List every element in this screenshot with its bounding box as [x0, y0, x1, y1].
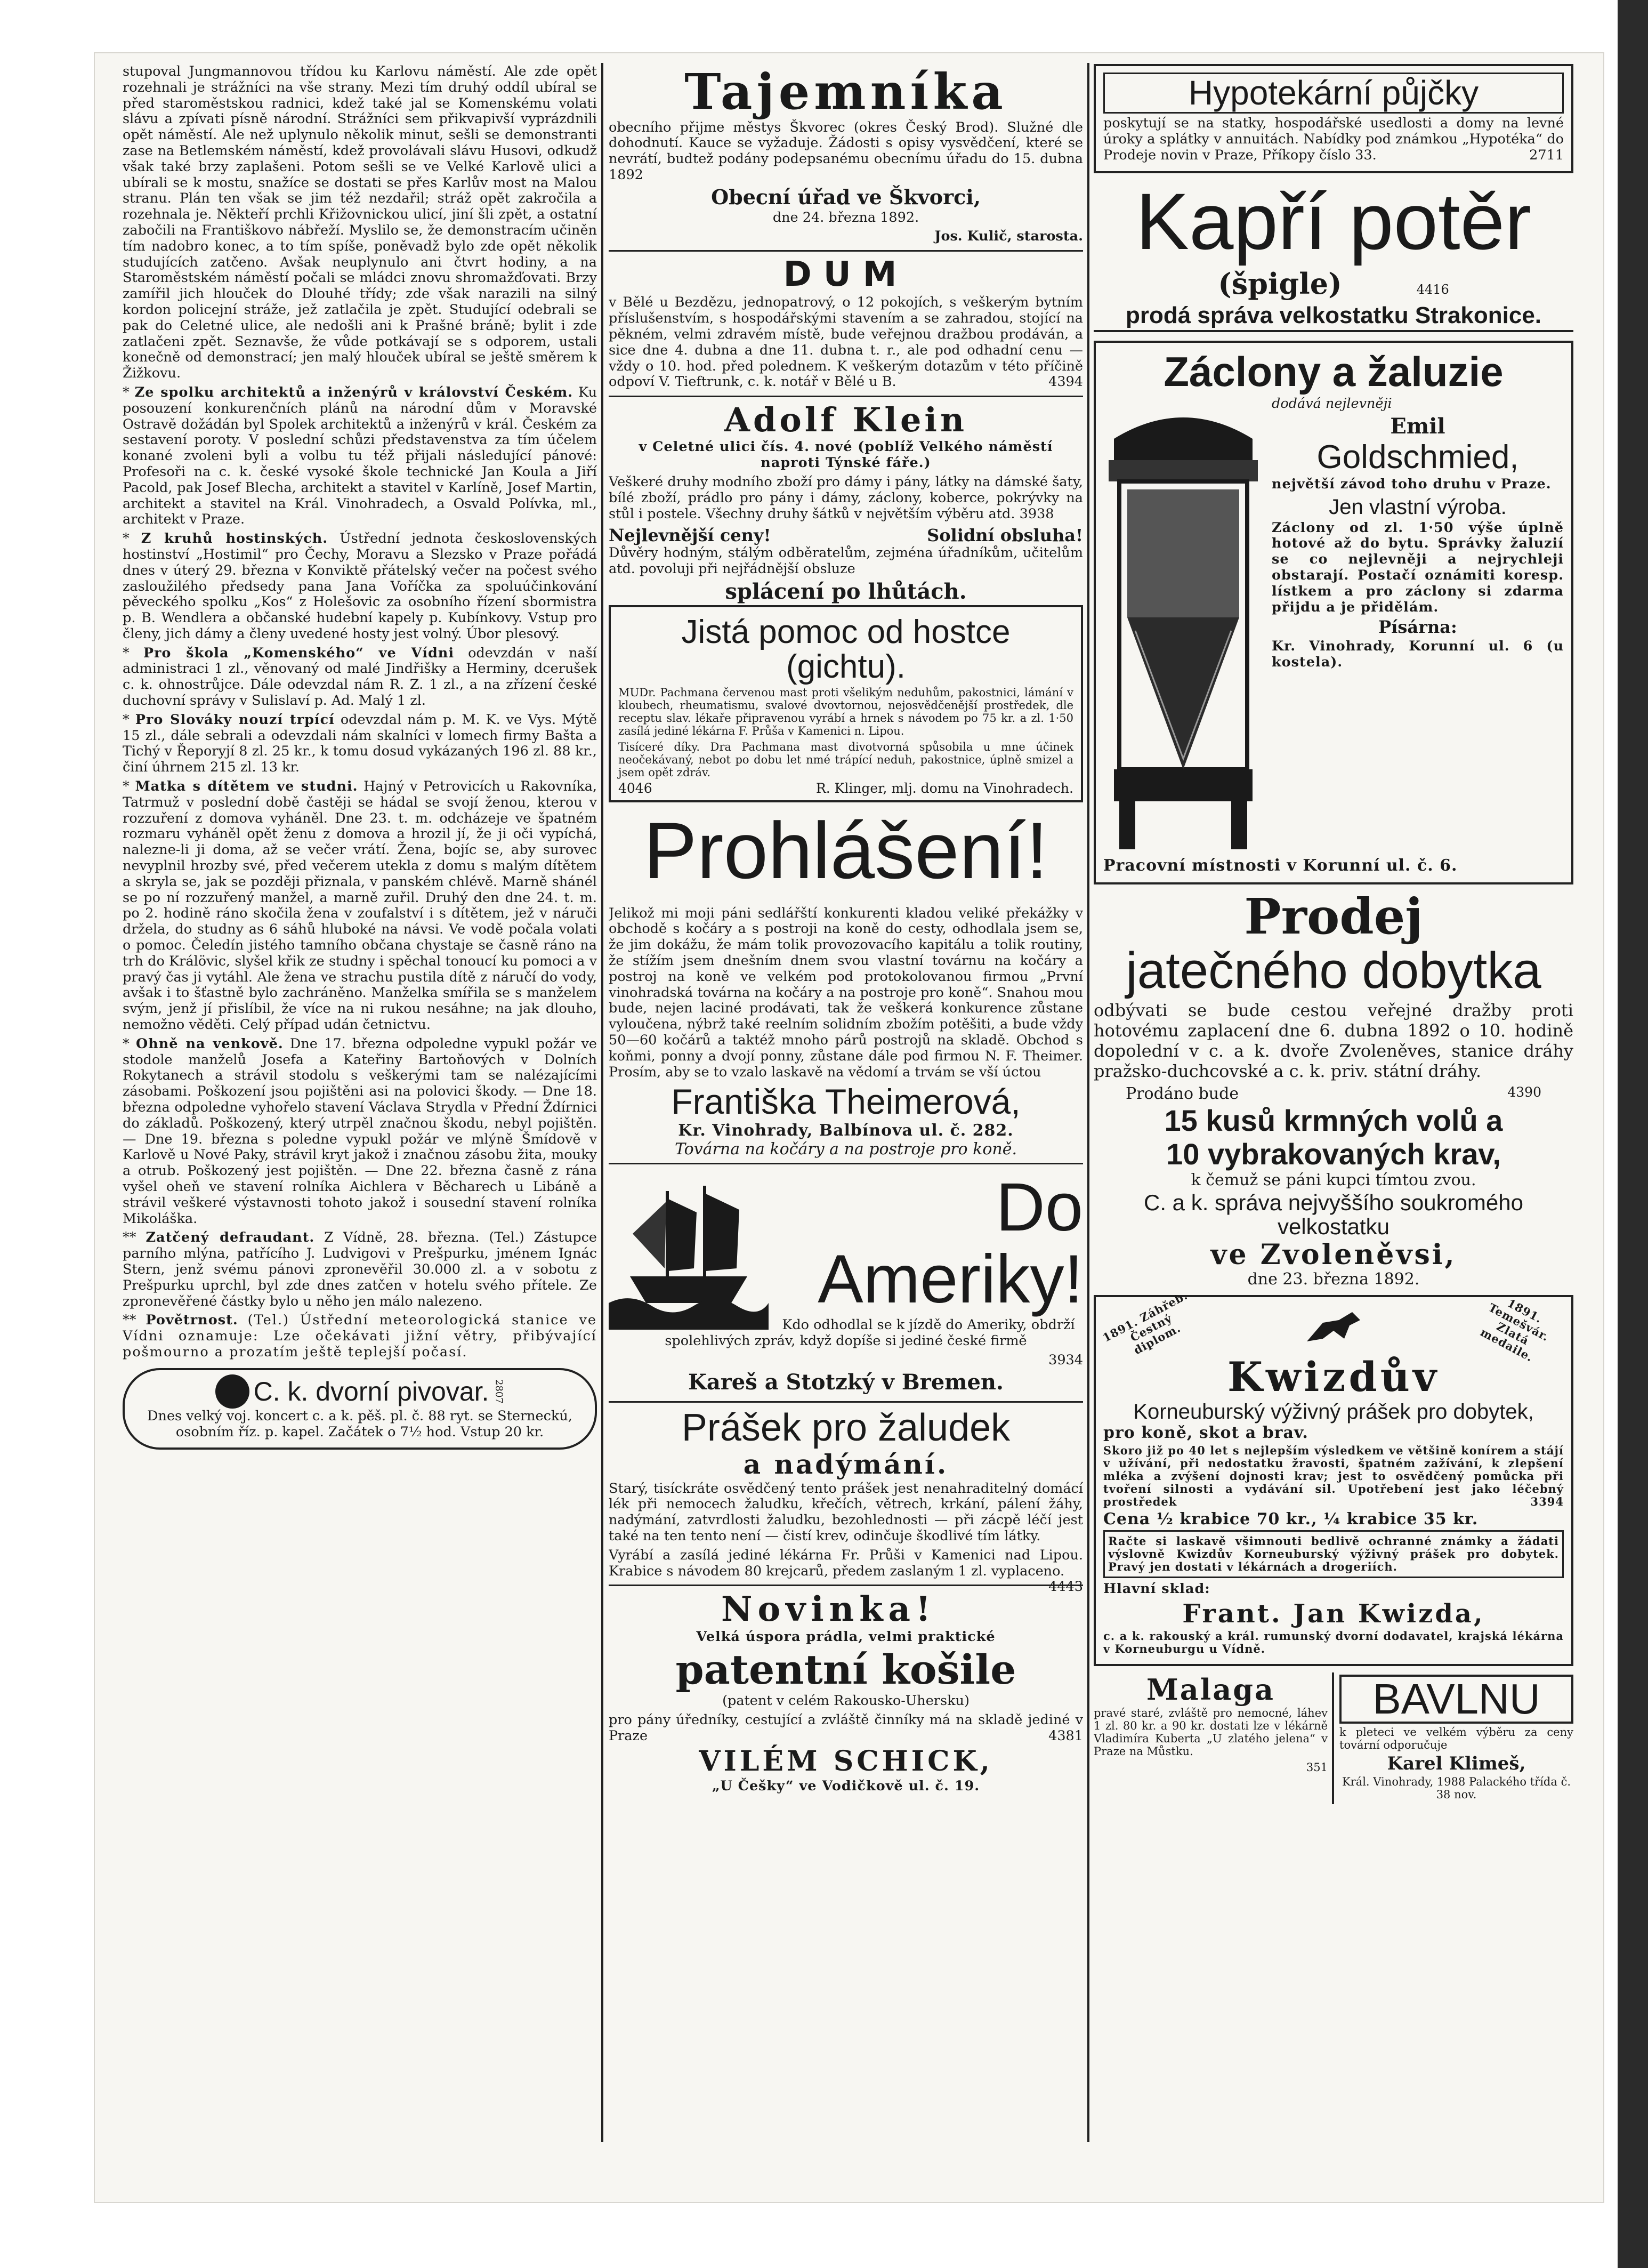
- news-text: Z Vídně, 28. března. (Tel.) Zástupce parního mlýna, patřícího J. Ludvigovi v Prešpurku, jménem Ignác Stern, jenž svému pánovi zpronevěřil 30.000 zl. a v sobotu z Prešpurku uprchl, byl zde dnes zatčen v hotelu svého přítele. Ze zpronevěřené částky bylo u něho jen málo nalezeno.: [123, 1229, 597, 1309]
- sailing-ship-icon: [609, 1170, 769, 1330]
- news-text: odevzdal nám p. M. K. ve Vys. Mýtě 15 zl., dále sebrali a odevzdali nám skalníci v lomech firmy Bašta a Tichý v Řeporyjí 8 zl. 25 kr., k tomu dosud vykázaných 196 zl. 88 kr., činí úhrnem 215 zl. 13 kr.: [123, 711, 597, 776]
- news-headline: Pro škola „Komenského“ ve Vídni: [143, 645, 455, 661]
- column-ads-middle: [609, 64, 1083, 2149]
- ad-address: c. a k. rakouský a král. rumunský dvorní dodavatel, krajská lékárna v Korneuburgu u Vídně.: [1103, 1629, 1564, 1655]
- brewery-logo-icon: [215, 1374, 249, 1409]
- news-text: Ku posouzení konkurenčních plánů na národní dům v Moravské Ostravě dožádán byl Spolek architektů a inženýrů v král. Českém za sestavení poroty. V poslední schůzi představenstva za tím účelem konané zvoleni byli a volbu tu též přijali následující pánové: Profesoři na c. k. české vysoké škole technické Jan Koula a Jiří Pacold, pak Josef Blecha, architekt a stavitel v Karlíně, Josef Martin, architekt a stavitel na Král. Vinohradech, a Osvald Polívka, ml., architekt v Praze.: [123, 384, 597, 528]
- ad-text: Kdo odhodlal se k jízdě do Ameriky, obdrží spolehlivých zpráv, když dopíše si jediné české firmě: [665, 1317, 1075, 1349]
- news-text: Dne 17. března odpoledne vypukl požár ve stodole manželů Josefa a Kateřiny Bartoňových v Dolních Rokytanech a strávil stodolu s veškerými tam se nalézajícími zásobami. Poškození jsou pojištěni asi na polovici škody. — Dne 18. března odpoledne vyhořelo stavení Václava Strydla v Přední Ždírnici do základů. Poškozený, který utrpěl značnou škodu, nebyl pojištěn. — Dne 19. března s poledne vypukl požár ve mlýně Šmídově v Karlově u Nové Paky, strávil kryt jakož i značnou zásobu žita, mouky a otrub. Poškozený jest pojištěn. — Dne 22. března časně z rána vyšel oheň ve stavení rolníka Aichlera v Běcharech u Libáně a strávil veškeré výstavnosti tohoto jakož i sousední stavení rolníka Mikoláška.: [123, 1035, 597, 1227]
- ad-number: 3934: [1048, 1352, 1083, 1368]
- ad-label: Hlavní sklad:: [1103, 1581, 1210, 1597]
- ad-office-label: Písárna:: [1378, 617, 1457, 638]
- ad-kwizda: [1094, 1288, 1573, 1666]
- column-rule: [1087, 63, 1089, 2142]
- ad-title: Kapří potěr: [1135, 176, 1532, 266]
- news-paragraph: stupoval Jungmannovou třídou ku Karlovu náměstí. Ale zde opět rozehnali je strážníci na vše strany. Mezi tím druhý oddíl ubíral se před staroměstskou radnici, kdež také jal se Komenskému volati slávu a zpívati písně národní. Strážníci sem přikvapivší vyprázdnili opět náměstí. Ale než uplynulo několik minut, sešli se demonstranti zase na Betlemském náměstí, kdež provolávali slávu Husovi, odkudž však také brzy zaplašeni. Potom sešli se ve Velké Karlově ulici a ubírali se k mostu, snažíce se dostati se přes Karlův most na Malou stranu. Plán ten však se jim též nezdařil; stráž opět zakročila a rozehnala je. Někteří prchli Křižovnickou ulicí, jiní šli zpět, a ostatní zabočili na Františkovo nábřeží. Myslilo se, že demonstracím učiněn tím nadobro konec, a to tím spíše, poněvadž bylo zde opět několik studujících zatčeno. Avšak neuplynulo ani čtvrt hodiny, a na Staroměstském náměstí počali se mládci znovu shromažďovati. Brzy zamířil jich hlouček do Dlouhé třídy; zde však narazili na silný kordon policejní stráže, jež zatlačila je zpět. Studující odebrali se pak do Celetné ulice, ale nedošli ani k Prašné bráně; bylit i zde zatlačeni zpět. Seznavše, že vůde potkávají se s odporem, ustali konečně od demonstrací; jen malý hlouček ubíral se ještě směrem k Žižkovu.: [123, 64, 597, 382]
- ad-subtitle: jatečného dobytka: [1126, 942, 1541, 1000]
- ad-text: (patent v celém Rakousko-Uhersku): [722, 1693, 970, 1709]
- window-blind-illustration-icon: [1103, 396, 1263, 855]
- ad-price: Cena ½ krabice 70 kr., ¼ krabice 35 kr.: [1103, 1509, 1479, 1529]
- ad-prodej: [1094, 887, 1573, 1289]
- ad-number: 2711: [1529, 147, 1564, 163]
- ad-text: k pleteci ve velkém výběru za ceny tovární odporučuje: [1339, 1725, 1573, 1751]
- ad-bavlnu: [1339, 1672, 1573, 1805]
- news-headline: Ohně na venkově.: [135, 1035, 284, 1052]
- ad-award: 1891. Záhřeb. Čestný diplom.: [1100, 1288, 1190, 1357]
- news-item: * Matka s dítětem ve studni. Hajný v Petrovicích u Rakovníka, Tatrmuž v poslední době častěji se hádal se svojí ženou, kterou v rozzuření z domova vyháněl. Dne 23. t. m. odcházeje ve špatném rozmaru vyháněl opět ženu z domova a hrozil jí, že ji oči vypíchá, nalezne-li ji doma, až se večer vrátí. Žena, bojíc se, aby surovec nevyplnil hrozby své, před večerem utekla z domu s malým dítětem a skryla se, jak se později přiznala, v panském chlévě. Marně shánél se po ní rozzuřený manžel, a marně zuřil. Druhý den dne 24. t. m. po 2. hodině ráno skočila žena v zoufalství i s dítětem, jež v náruči držela, do studny as 6 sáhů hluboké na návsi. Ve vodě počala volati o pomoc. Čeledín jistého tamního občana chystaje se časně ráno na trh do Králövic, slyšel křik ze studny i spěchal tonoucí ku pomoci a v pravý čas ji vytáhl. Ale žena ve strachu pustila dítě z náručí do vody, avšak i to šťastně bylo zachráněno. Manželka smířila se s manželem svým, jenž jí přislíbil, že více na ni rukou nesáhne; na jak dlouho, nemožno věděti. Celý případ udán četnictvu.: [123, 778, 597, 1033]
- ad-number: 351: [1306, 1761, 1328, 1774]
- ad-text: Dnes velký voj. koncert c. a k. pěš. pl. č. 88 ryt. se Sterneckú, osobním říz. p. kapel. Začátek o 7½ hod. Vstup 20 kr.: [147, 1408, 572, 1440]
- news-headline: Povětrnost.: [146, 1312, 238, 1329]
- ad-title: DUM: [783, 255, 909, 295]
- ad-address: „U Češky“ ve Vodičkově ul. č. 19.: [712, 1778, 980, 1795]
- news-item: * Ze spolku architektů a inženýrů v království Českém. Ku posouzení konkurenčních plánů na národní dům v Moravské Ostravě dožádán byl Spolek architektů a inženýrů v král. Českém za sestavení poroty. V poslední schůzi představenstva za tím účelem konané zvoleni byli a volbu tu též přijali následující pánové: Profesoři na c. k. české vysoké škole technické Jan Koula a Jiří Pacold, pak Josef Blecha, architekt a stavitel v Karlíně, Josef Martin, architekt a stavitel na Král. Vinohradech, a Osvald Polívka, ml., architekt v Praze.: [123, 384, 597, 528]
- ad-slogan: Solidní obsluha!: [927, 525, 1083, 546]
- ad-amerika: [609, 1170, 1083, 1396]
- ad-firm: VILÉM SCHICK,: [699, 1745, 993, 1778]
- ad-text: Důvěry hodným, stálým odběratelům, zejména úřadníkům, učitelům atd. povoluji při nejřádnější obsluze: [609, 545, 1083, 577]
- ad-prasek: [609, 1406, 1083, 1595]
- ad-text: Tisíceré díky. Dra Pachmana mast divotvorná spůsobila u mne účinek neočekávaný, nebot po dobu let nmé trápící neduh, pakostnice, úplně smizel a jsem opět zdráv.: [618, 741, 1073, 779]
- ad-novinka: [609, 1591, 1083, 1795]
- ad-address: Král. Vinohrady, 1988 Palackého třída č. 38 nov.: [1342, 1775, 1571, 1801]
- ad-text: prodá správa velkostatku Strakonice.: [1094, 303, 1573, 332]
- ad-title: Malaga: [1146, 1672, 1275, 1707]
- ad-text: dodává nejlevněji: [1272, 395, 1392, 412]
- ad-klein: [609, 400, 1083, 604]
- ad-slogan: Jen vlastní výroba.: [1329, 495, 1507, 519]
- news-item: * Z kruhů hostinských. Ústřední jednota československých hostinství „Hostimil“ pro Čechy, Moravu a Slezsko v Praze pořádá dnes v úterý 29. března v Konviktě přátelský večer na počest svého zasloužilého předsedy pana Jana Voříčka za spoluúčinkování pěveckého spolku „Kos“ z Holešovic za osobního řízení sbormistra p. B. Wendlera a občanské hudební kapely p. Kubínkovy. Vstup pro členy, jich dámy a členy uvedené hosty jest volný. Úbor plesový.: [123, 530, 597, 642]
- ad-text: Starý, tisíckráte osvědčený tento prášek jest nenahraditelný domácí lék při nemocech žaludku, křečích, větrech, krkání, pálení žáhy, nadýmání, zatvrdlosti žaludku, bezohlednosti — při zácpě léčí jest také na ten tento není — čistí krev, odinčuje škodlivé tím látky.: [609, 1480, 1083, 1544]
- ad-signatory: R. Klinger, mlj. domu na Vinohradech.: [815, 781, 1073, 797]
- news-headline: Zatčený defraudant.: [146, 1229, 315, 1246]
- ad-signatory: C. a k. správa nejvyššího soukromého velkostatku: [1144, 1190, 1523, 1239]
- ad-subtitle: pro koně, skot a brav.: [1103, 1423, 1308, 1442]
- ad-text: odbývati se bude cestou veřejné dražby proti hotovému zaplacení dne 6. dubna 1892 o 10. hodině dopolední v c. a k. dvoře Zvoleněves, stanice dráhy pražsko-duchcovské a c. k. priv. státní dráhy.: [1094, 1000, 1573, 1082]
- ad-dum: [609, 257, 1083, 390]
- separator: [609, 1401, 1083, 1403]
- ad-signatory: Jos. Kulič, starosta.: [934, 228, 1083, 245]
- column-rule: [601, 63, 603, 2142]
- news-text: Hajný v Petrovicích u Rakovníka, Tatrmuž v poslední době častěji se hádal se svojí ženou, kterou v rozzuření z domova vyháněl. Dne 23. t. m. odcházeje ve špatném rozmaru vyháněl opět ženu z domova a hrozil jí, že ji oči vypíchá, nalezne-li ji doma, až se večer vrátí. Žena, bojíc se, aby surovec nevyplnil hrozby své, před večerem utekla z domu s malým dítětem a skryla se, jak se později přiznala, v panském chlévě. Marně shánél se po ní rozzuřený manžel, a marně zuřil. Druhý den dne 24. t. m. po 2. hodině ráno skočila žena v zoufalství i s dítětem, jež v náruči držela, do studny as 6 sáhů hluboké na návsi. Ve vodě počala volati o pomoc. Čeledín jistého tamního občana chystaje se časně ráno na trh do Králövic, slyšel křik ze studny i spěchal tonoucí ku pomoci a v pravý čas ji vytáhl. Ale žena ve strachu pustila dítě z náručí do vody, avšak i to šťastně bylo zachráněno. Manželka smířila se s manželem svým, jenž jí přislíbil, že více na ni rukou nesáhne; na jak dlouho, nemožno věděti. Celý případ udán četnictvu.: [123, 778, 597, 1033]
- ad-headline: 10 vybrakovaných krav,: [1166, 1137, 1501, 1171]
- ad-firm: Goldschmied,: [1316, 438, 1519, 476]
- ad-address: Pracovní místnosti v Korunní ul. č. 6.: [1103, 856, 1458, 875]
- ad-address: Kr. Vinohrady, Korunní ul. 6 (u kostela).: [1272, 638, 1564, 670]
- ad-title: Tajemníka: [684, 64, 1007, 120]
- news-headline: Z kruhů hostinských.: [141, 530, 328, 547]
- ad-text: pro pány úředníky, cestující a zvláště činníky má na skladě jediné v Praze 4381: [609, 1711, 1083, 1744]
- ad-number: 4394: [1048, 374, 1083, 390]
- ad-product: patentní košile: [675, 1646, 1016, 1694]
- ad-row: [1094, 1084, 1573, 1103]
- column-news: [123, 64, 597, 2149]
- news-item: ** Zatčený defraudant. Z Vídně, 28. března. (Tel.) Zástupce parního mlýna, patřícího J. Ludvigovi v Prešpurku, jménem Ignác Stern, jenž svému pánovi zpronevěřil 30.000 zl. a v sobotu z Prešpurku uprchl, byl zde dnes zatčen v hotelu svého přítele. Ze zpronevěřené částky bylo u něho jen málo nalezeno.: [123, 1229, 597, 1309]
- horse-emblem-icon: [1302, 1309, 1366, 1347]
- ads-bottom-row: [1094, 1672, 1573, 1805]
- ad-cta: splácení po lhůtách.: [725, 578, 967, 604]
- ad-award: 1891. Temešvár. Zlatá medaile.: [1478, 1296, 1552, 1364]
- news-item: * Pro Slováky nouzí trpící odevzdal nám p. M. K. ve Vys. Mýtě 15 zl., dále sebrali a odevzdali nám skalníci v lomech firmy Bašta a Tichý v Řeporyjí 8 zl. 25 kr., k tomu dosud vykázaných 196 zl. 88 kr., činí úhrnem 215 zl. 13 kr.: [123, 711, 597, 776]
- ad-title: Adolf Klein: [724, 400, 968, 440]
- ad-footer: [618, 782, 1073, 795]
- ad-firm: Frant. Jan Kwizda,: [1182, 1599, 1485, 1629]
- news-item: * Ohně na venkově. Dne 17. března odpoledne vypukl požár ve stodole manželů Josefa a Kateřiny Bartoňových v Dolních Rokytanech a strávil stodolu s veškerými tam se nalézajícími zásobami. Poškození jsou pojištěni asi na polovici škody. — Dne 18. března odpoledne vyhořelo stavení Václava Strydla v Přední Ždírnici do základů. Poškozený, který utrpěl značnou škodu, nebyl pojištěn. — Dne 19. března s poledne vypukl požár ve mlýně Šmídově v Karlově u Nové Paky, strávil kryt jakož i značnou zásobu žita, mouky a otrub. Poškozený jest pojištěn. — Dne 22. března časně z rána vyšel oheň ve stavení rolníka Aichlera v Běcharech u Libáně a strávil veškeré výstavnosti tohoto jakož i sousední stavení rolníka Mikoláška.: [123, 1035, 597, 1227]
- ad-kapri-poter: [1094, 176, 1573, 332]
- ad-subtitle: (špigle): [1218, 267, 1342, 301]
- ad-subtitle: Korneuburský výživný prášek pro dobytek,: [1133, 1400, 1534, 1423]
- separator: [609, 1585, 1083, 1586]
- ad-subtitle: a nadýmání.: [743, 1449, 949, 1481]
- ad-date: dne 23. března 1892.: [1247, 1270, 1420, 1289]
- ad-text: Vyrábí a zasílá jediné lékárna Fr. Průši v Kamenici nad Lipou. Krabice s návodem 80 krejcarů, předem zaslaným 1 zl. vyplaceno. 4443: [609, 1547, 1083, 1595]
- ad-text: Račte si laskavě všimnouti bedlivě ochranné známky a žádati výslovně Kwizdův Korneuburský výživný prášek pro dobytek. Pravý jen dostati v lékárnách a drogeriích.: [1103, 1530, 1564, 1578]
- ad-firm: Karel Klimeš,: [1387, 1752, 1526, 1774]
- ad-slogan: Nejlevnější ceny!: [609, 525, 771, 546]
- ad-zaclony: [1094, 341, 1573, 884]
- ad-pivovar: [123, 1368, 597, 1450]
- ad-number: 4381: [1048, 1727, 1083, 1744]
- ad-hypoteka: [1094, 64, 1573, 173]
- news-item: ** Povětrnost. (Tel.) Ústřední meteorologická stanice ve Vídni oznamuje: Lze očekávati jižní větry, přibývající pošmourno a prozatím ještě teplejší počasí.: [123, 1312, 597, 1360]
- ad-subtitle: Velká úspora prádla, velmi praktické: [696, 1629, 996, 1645]
- ad-address: v Celetné ulici čís. 4. nové (poblíž Velkého náměstí naproti Týnské fáře.): [639, 439, 1053, 471]
- ad-tagline: Továrna na kočáry a na postroje pro koně.: [674, 1140, 1017, 1159]
- news-headline: Matka s dítětem ve studni.: [135, 778, 358, 795]
- ad-date: dne 24. března 1892.: [772, 209, 919, 226]
- news-text: odevzdán v naší administraci 1 zl., věnovaný od malé Jindřišky a Herminy, dcerušek c. k. ohnostrůjce. Dále odevzdal nám R. Z. 1 zl., a na zřízení české duchovní správy v Sulislaví p. Ad. Malý 1 zl.: [123, 645, 597, 709]
- ad-title: C. k. dvorní pivovar.: [253, 1376, 489, 1406]
- ad-malaga: [1094, 1672, 1334, 1805]
- news-text: (Tel.) Ústřední meteorologická stanice ve Vídni oznamuje: Lze očekávati jižní větry, přibývající pošmourno a prozatím ještě teplejší počasí.: [123, 1312, 597, 1360]
- ad-title: Záclony a žaluzie: [1164, 348, 1504, 395]
- ad-title: Do Ameriky!: [818, 1170, 1083, 1317]
- ad-number: 4046: [618, 781, 652, 797]
- ad-tajemnika: [609, 66, 1083, 245]
- ad-address: Kr. Vinohrady, Balbínova ul. č. 282.: [678, 1121, 1014, 1140]
- ad-text: Skoro již po 40 let s nejlepším výsledkem ve většině konírem a stájí v užívání, při nedostatku žravosti, špatném zažívání, k zlepšení mléka a zvýšení dojnosti krav; jest to osvědčený pomůcka při tvoření silnosti a vydávání sil. Upotřebení jest jako léčebný prostředek 3394: [1103, 1443, 1564, 1508]
- ad-signature: Františka Theimerová,: [671, 1082, 1021, 1122]
- ad-number: 3394: [1530, 1494, 1564, 1508]
- news-item: * Pro škola „Komenského“ ve Vídni odevzdán v naší administraci 1 zl., věnovaný od malé Jindřišky a Herminy, dcerušek c. k. ohnostrůjce. Dále odevzdal nám R. Z. 1 zl., a na zřízení české duchovní správy v Sulislaví p. Ad. Malý 1 zl.: [123, 645, 597, 709]
- ad-text: Záclony od zl. 1·50 výše úplně hotové až do bytu. Správky žaluzií se co nejlevněji a nejrychleji obstarají. Postačí oznámiti koresp. lístkem a pro záclony si zdarma přijdu a je přidělám.: [1272, 519, 1564, 615]
- ad-text: v Bělé u Bezdězu, jednopatrový, o 12 pokojích, s veškerým bytním příslušenstvím, s hospodářskými stavením a se zahradou, stojící na pěkném, velmi zdravém místě, bude veřejnou dražbou prodáván, a sice dne 4. dubna a dne 11. dubna t. r., ale pod odhadní cenu — vždy o 10. hod. před polednem. K veškerým dotazům v této příčině odpoví V. Tieftrunk, c. k. notář v Bělé u B. 4394: [609, 294, 1083, 390]
- ad-title: Novinka!: [721, 1589, 936, 1630]
- separator: [609, 1163, 1083, 1164]
- ad-text: k čemuž se páni kupci tímtou zvou.: [1191, 1170, 1476, 1189]
- ad-text: MUDr. Pachmana červenou mast proti všelikým neduhům, pakostnici, lámání v kloubech, rheumatismu, svalové dvovtornou, nejosvědčenější prostředek, dle receptu slav. lékaře připravenou vyrábí a hrnek s návodem po 75 kr. a zl. 1·50 zasílá jediné lékárna F. Průša v Kamenici n. Lipou.: [618, 686, 1073, 738]
- ad-text: Prodáno bude: [1126, 1084, 1239, 1104]
- ad-title: Prodej: [1244, 887, 1423, 945]
- ad-prohlaseni: [609, 806, 1083, 1159]
- ad-firm: Kareš a Stotzký v Bremen.: [688, 1370, 1004, 1395]
- ad-number: 4390: [1507, 1084, 1541, 1100]
- ad-title: Hypotekární půjčky: [1103, 73, 1564, 114]
- ad-place: ve Zvoleněvsi,: [1210, 1238, 1457, 1271]
- ad-text: pravé staré, zvláště pro nemocné, láhev 1 zl. 80 kr. a 90 kr. dostati lze v lékárně Vladimíra Kuberta „U zlatého jelena“ v Praze na Můstku.: [1094, 1707, 1328, 1758]
- ad-firstname: Emil: [1390, 413, 1445, 439]
- ad-title: BAVLNU: [1339, 1675, 1573, 1724]
- scan-edge: [1618, 0, 1648, 2268]
- ad-number: 4416: [1416, 282, 1449, 297]
- ad-headline: 15 kusů krmných volů a: [1164, 1104, 1503, 1138]
- ad-gicht: [609, 605, 1083, 802]
- ad-title: Prohlášení!: [643, 806, 1048, 896]
- ad-number: 2807: [493, 1379, 505, 1404]
- news-text: Ústřední jednota československých hostinství „Hostimil“ pro Čechy, Moravu a Slezsko v Praze pořádá dnes v úterý 29. března v Konviktě přátelský večer na počest svého zasloužilého předsedy pana Jana Voříčka za spoluúčinkování pěveckého spolku „Kos“ z Holešovic za osobního řízení sbormistra p. B. Wendlera a občanské hudební kapely p. Kubínkovy. Vstup pro členy, jich dámy a členy uvedené hosty jest volný. Úbor plesový.: [123, 530, 597, 642]
- ad-text: obecního přijme městys Škvorec (okres Český Brod). Služné dle dohodnutí. Kauce se vyžaduje. Žádosti s opisy vysvědčení, které se nevrátí, budtež podány podepsanému obecnímu úřadu do 15. dubna 1892: [609, 119, 1083, 183]
- separator: [609, 396, 1083, 397]
- ad-text: Jelikož mi moji páni sedlářští konkurenti kladou veliké překážky v obchodě s kočáry a s postroji na koně do cesty, odhodlala jsem se, že jim dokážu, že mám tolik provozovacího kapitálu a tolik routiny, že stížím jsem dnešním dnem svou vlastní továrnu na kočáry a postroj na koně ve velkém pod protokolovanou firmou „První vinohradská továrna na kočáry a na postroje pro koně“. Snahou mou bude, nejen laciné prodávati, tak že veškerá konkurence zůstane vyloučena, nýbrž také reelním solidním zbožím potěšiti, a bude vždy 50—60 kočárů a taktéž mnoho párů postrojů na skladě. Obchod s koňmi, ponny a dvojí ponny, zůstane dále pod firmou N. F. Theimer. Prosím, aby se to vzalo laskavě na vědomí a trvám se vší úctou: [609, 905, 1083, 1080]
- ad-number: 3938: [1019, 505, 1054, 522]
- ad-title: Prášek pro žaludek: [681, 1406, 1011, 1450]
- ad-signature: Obecní úřad ve Škvorci,: [711, 184, 981, 209]
- news-headline: Pro Slováky nouzí trpící: [135, 711, 335, 728]
- ad-title: Jistá pomoc od hostce (gichtu).: [681, 613, 1011, 685]
- ad-number: 4443: [1048, 1579, 1083, 1595]
- ad-slogans: [609, 525, 1083, 545]
- separator: [609, 250, 1083, 252]
- news-headline: Ze spolku architektů a inženýrů v království Českém.: [134, 384, 573, 400]
- ad-text: poskytují se na statky, hospodářské usedlosti a domy na levné úroky a splátky v annuitách. Nabídky pod známkou „Hypotéka“ do Prodeje novin v Praze, Příkopy číslo 33. 2711: [1103, 115, 1564, 163]
- ad-title: Kwizdův: [1227, 1353, 1440, 1401]
- ad-text: největší závod toho druhu v Praze.: [1272, 476, 1552, 492]
- ad-text: Veškeré druhy modního zboží pro dámy i pány, látky na dámské šaty, bílé zboží, prádlo pro pány i dámy, záclony, koberce, pokrývky na stůl i postele. Všechny druhy šátků v největším výběru atd. 3938: [609, 473, 1083, 522]
- column-ads-right: [1094, 64, 1573, 2149]
